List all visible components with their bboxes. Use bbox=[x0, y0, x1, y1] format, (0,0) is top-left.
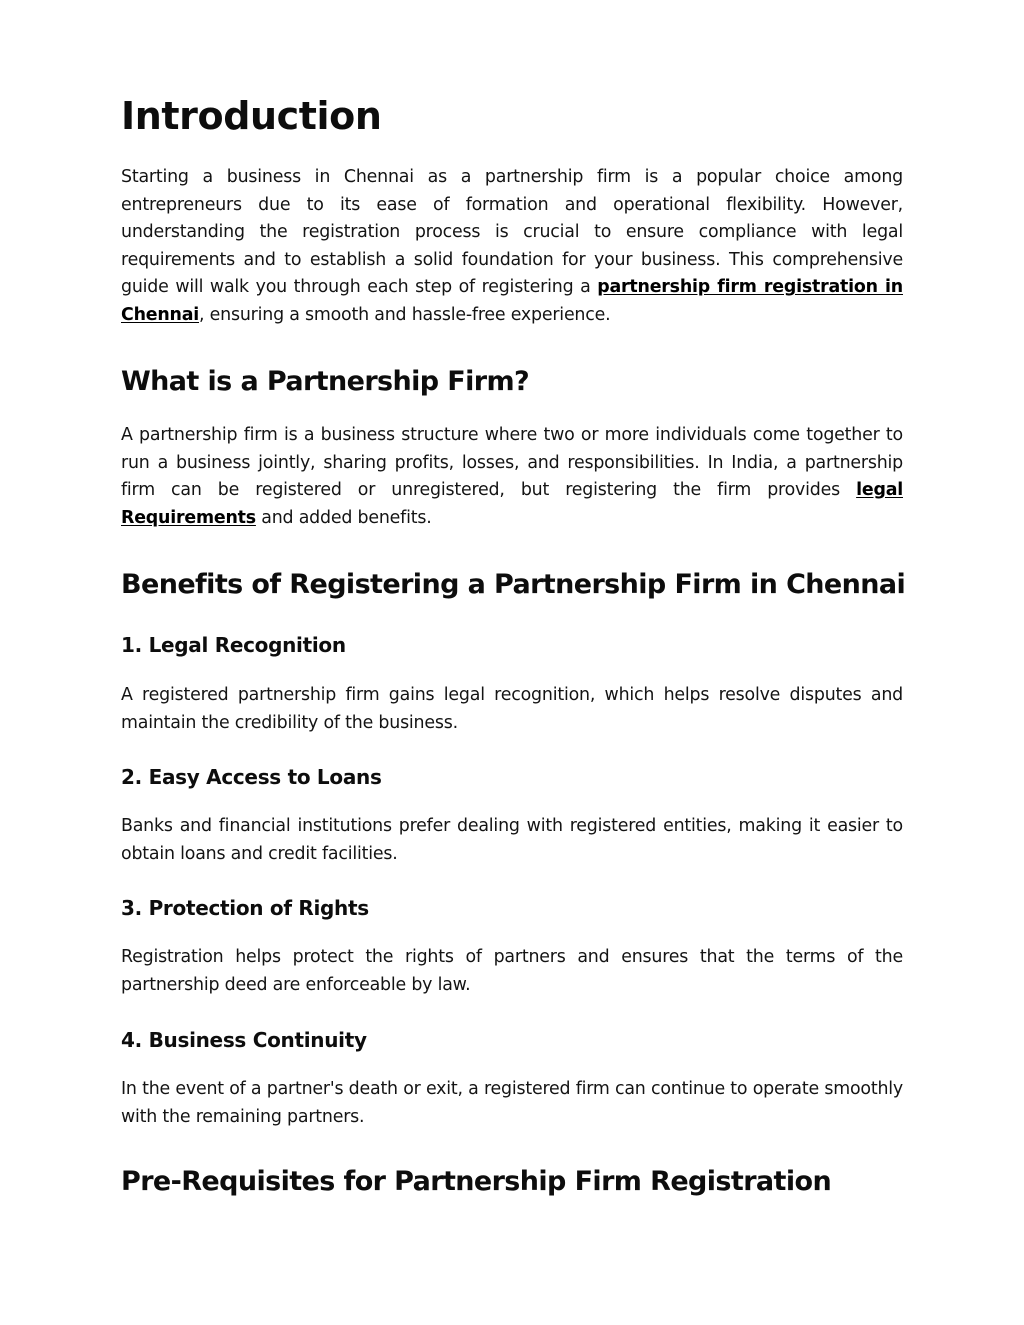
intro-text-after-link: , ensuring a smooth and hassle-free experience. bbox=[199, 304, 611, 325]
legal-requirements-link[interactable]: legal Requirements bbox=[121, 480, 903, 528]
benefits-heading: Benefits of Registering a Partnership Firm in Chennai bbox=[121, 569, 906, 600]
intro-text-before-link: Starting a business in Chennai as a partnership firm is a popular choice among entrepreneurs due to its ease of formation and operational flexibility. However, understanding the registration process is crucial to ensure compliance with legal requirements and to establish a solid foundation for your business. This comprehensive guide will walk you through each step of registering a bbox=[121, 167, 903, 297]
benefit-title-protection-of-rights: 3. Protection of Rights bbox=[121, 896, 369, 920]
benefit-text-easy-access-to-loans: Banks and financial institutions prefer dealing with registered entities, making it easier to obtain loans and credit facilities. bbox=[121, 816, 903, 864]
benefit-text-legal-recognition: A registered partnership firm gains legal recognition, which helps resolve disputes and maintain the credibility of the business. bbox=[121, 685, 903, 733]
intro-paragraph bbox=[121, 164, 903, 329]
prerequisites-heading: Pre-Requisites for Partnership Firm Registration bbox=[121, 1166, 832, 1197]
benefit-text-protection-of-rights: Registration helps protect the rights of partners and ensures that the terms of the partnership deed are enforceable by law. bbox=[121, 947, 903, 995]
partnership-firm-registration-link[interactable]: partnership firm registration in Chennai bbox=[121, 277, 903, 325]
benefit-title-easy-access-to-loans: 2. Easy Access to Loans bbox=[121, 765, 382, 789]
what-is-paragraph bbox=[121, 422, 903, 532]
what-is-text-after-link: and added benefits. bbox=[255, 507, 432, 528]
intro-heading: Introduction bbox=[121, 94, 382, 138]
what-is-heading: What is a Partnership Firm? bbox=[121, 366, 530, 397]
benefit-title-business-continuity: 4. Business Continuity bbox=[121, 1028, 367, 1052]
benefit-text-business-continuity: In the event of a partner's death or exit, a registered firm can continue to operate smoothly with the remaining partners. bbox=[121, 1079, 903, 1127]
what-is-text-before-link: A partnership firm is a business structure where two or more individuals come together to run a business jointly, sharing profits, losses, and responsibilities. In India, a partnership firm can be registered or unregistered, but registering the firm provides bbox=[121, 425, 903, 500]
benefit-title-legal-recognition: 1. Legal Recognition bbox=[121, 633, 346, 657]
